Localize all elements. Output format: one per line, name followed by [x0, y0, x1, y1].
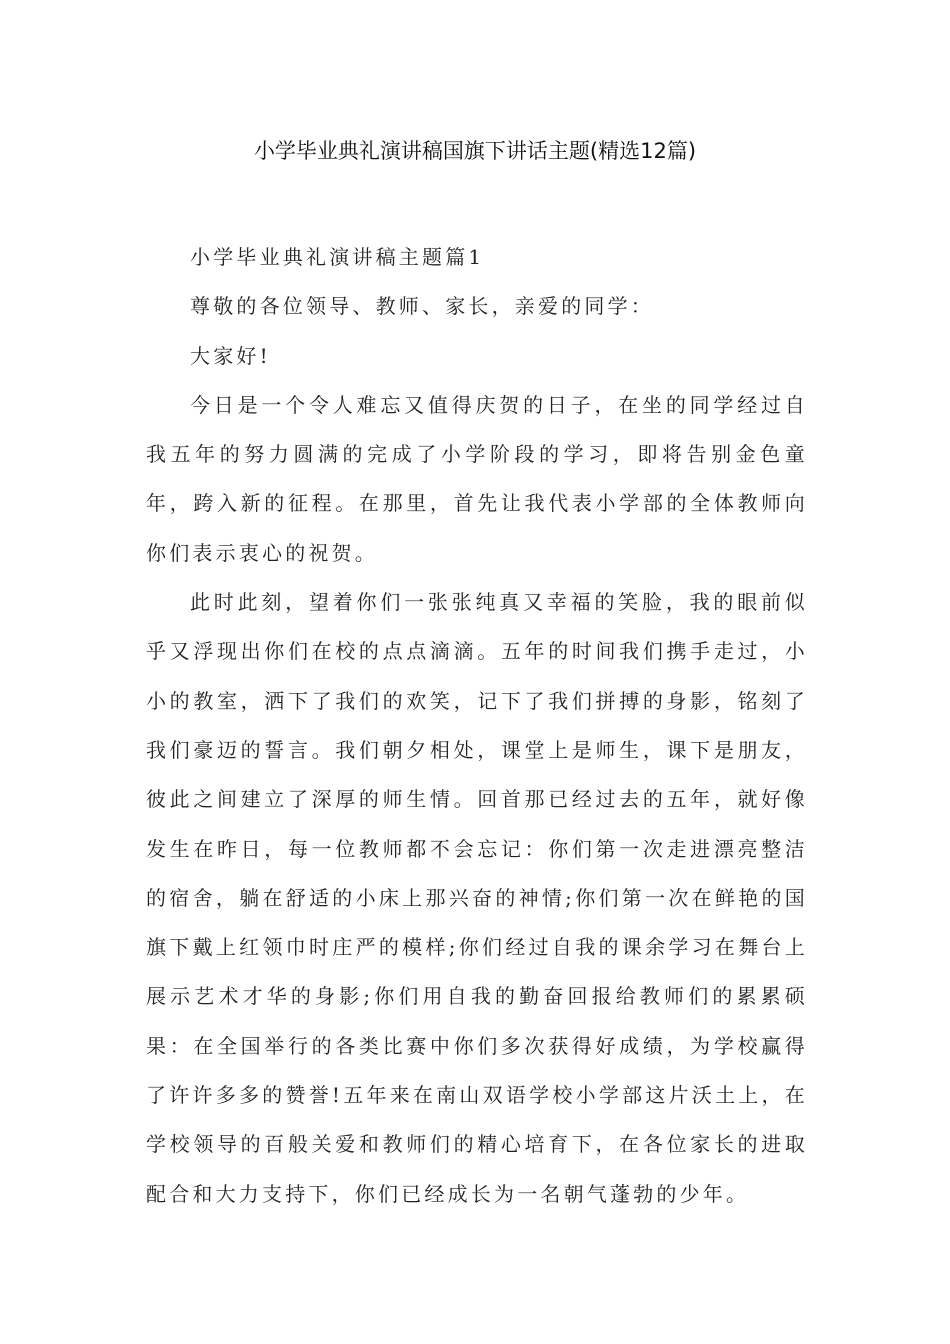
body-paragraph: 今日是一个令人难忘又值得庆贺的日子，在坐的同学经过自我五年的努力圆满的完成了小学阶段的学习，即将告别金色童年，跨入新的征程。在那里，首先让我代表小学部的全体教师向你们表示衷心的祝贺。	[146, 392, 808, 565]
greeting: 大家好!	[190, 343, 271, 368]
body-paragraph: 此时此刻，望着你们一张张纯真又幸福的笑脸，我的眼前似乎又浮现出你们在校的点点滴滴。五年的时间我们携手走过，小小的教室，洒下了我们的欢笑，记下了我们拼搏的身影，铭刻了我们豪迈的誓言。我们朝夕相处，课堂上是师生，课下是朋友，彼此之间建立了深厚的师生情。回首那已经过去的五年，就好像发生在昨日，每一位教师都不会忘记：你们第一次走进漂亮整洁的宿舍，躺在舒适的小床上那兴奋的神情;你们第一次在鲜艳的国旗下戴上红领巾时庄严的模样;你们经过自我的课余学习在舞台上展示艺术才华的身影;你们用自我的勤奋回报给教师们的累累硕果：在全国举行的各类比赛中你们多次获得好成绩，为学校赢得了许许多多的赞誉!五年来在南山双语学校小学部这片沃土上，在学校领导的百般关爱和教师们的精心培育下，在各位家长的进取配合和大力支持下，你们已经成长为一名朝气蓬勃的少年。	[146, 590, 808, 1206]
document-body	[146, 233, 808, 1219]
salutation: 尊敬的各位领导、教师、家长，亲爱的同学：	[190, 294, 654, 319]
section-heading: 小学毕业典礼演讲稿主题篇1	[190, 245, 485, 269]
document-title: 小学毕业典礼演讲稿国旗下讲话主题(精选12篇)	[253, 139, 697, 163]
